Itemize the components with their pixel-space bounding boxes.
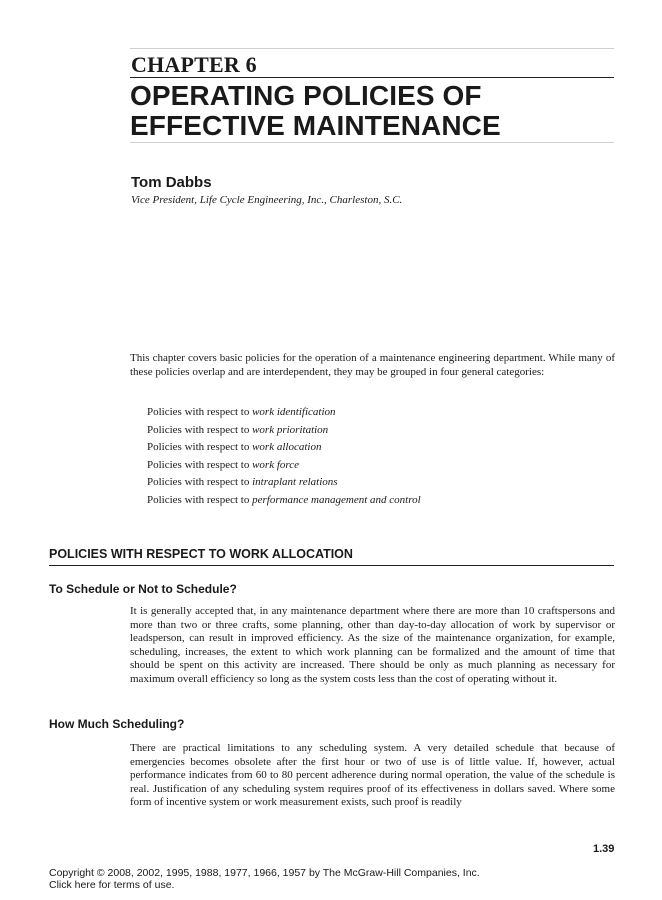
subsection-paragraph: It is generally accepted that, in any maintenance department where there are more than 10 craftspersons and more than two or three crafts, some planning, other than day-to-day allocation of work by supervisor or leadsperson, can result in improved efficiency. As the size of the maintenance organization, for example, scheduling, increases, the extent to which work planning can be formalized and the amount of time that should be spent on this activity are increased. There should be only as much planning as necessary for maximum overall efficiency so long as the system costs less than the cost of operating without it. <box>130 605 615 685</box>
top-divider <box>130 48 614 49</box>
list-item: Policies with respect to intraplant relations <box>147 476 338 488</box>
subsection-heading: To Schedule or Not to Schedule? <box>49 582 237 596</box>
list-item: Policies with respect to work prioritation <box>147 424 329 436</box>
list-item: Policies with respect to work allocation <box>147 441 322 453</box>
chapter-title-line-2: EFFECTIVE MAINTENANCE <box>130 110 501 141</box>
title-divider <box>130 142 614 143</box>
page-number: 1.39 <box>593 843 615 855</box>
list-item: Policies with respect to performance management and control <box>147 494 421 506</box>
section-divider <box>49 565 614 566</box>
author-name: Tom Dabbs <box>131 174 212 191</box>
author-affiliation: Vice President, Life Cycle Engineering, Inc., Charleston, S.C. <box>131 194 403 206</box>
subsection-heading: How Much Scheduling? <box>49 717 185 731</box>
section-heading: POLICIES WITH RESPECT TO WORK ALLOCATION <box>49 547 353 561</box>
copyright-notice: Copyright © 2008, 2002, 1995, 1988, 1977, 1966, 1957 by The McGraw-Hill Companies, Inc. <box>49 867 480 879</box>
list-item: Policies with respect to work force <box>147 459 300 471</box>
subsection-paragraph: There are practical limitations to any scheduling system. A very detailed schedule that because of emergencies becomes obsolete after the first hour or two of use is of little value. If, however, actual performance indicates from 60 to 80 percent adherence during normal operation, the value of the schedule is real. Justification of any scheduling system requires proof of its effectiveness in dollars saved. Where some form of incentive system or work measurement exists, such proof is readily <box>130 742 615 809</box>
terms-of-use-link[interactable]: Click here for terms of use. <box>49 879 175 891</box>
chapter-title-line-1: OPERATING POLICIES OF <box>130 80 482 111</box>
list-item: Policies with respect to work identification <box>147 406 336 418</box>
intro-paragraph: This chapter covers basic policies for the operation of a maintenance engineering department. While many of these policies overlap and are interdependent, they may be grouped in four general categories: <box>130 352 615 378</box>
chapter-label: CHAPTER 6 <box>131 52 257 77</box>
